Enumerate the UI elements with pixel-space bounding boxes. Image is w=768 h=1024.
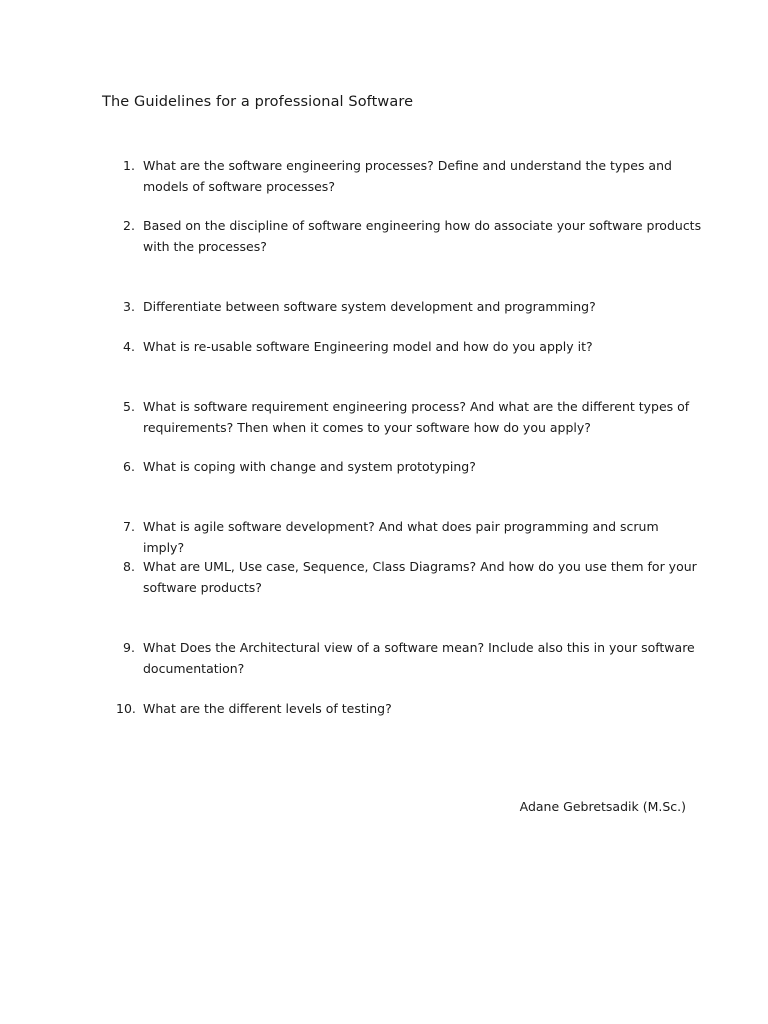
question-text: What are the different levels of testing? [143, 701, 392, 716]
question-text: What are the software engineering processes? Define and understand the types and models of software processes? [143, 158, 672, 194]
question-text: What is software requirement engineering process? And what are the different types of requirements? Then when it comes to your software how do you apply? [143, 399, 690, 435]
question-text: What are UML, Use case, Sequence, Class Diagrams? And how do you use them for your software products? [143, 559, 697, 595]
question-number: 1. [123, 158, 135, 173]
question-text: What Does the Architectural view of a software mean? Include also this in your software documentation? [143, 640, 695, 676]
question-text: What is agile software development? And what does pair programming and scrum imply? [143, 519, 659, 555]
question-number: 4. [123, 339, 135, 354]
author-signature: Adane Gebretsadik (M.Sc.) [519, 799, 686, 814]
question-number: 3. [123, 299, 135, 314]
question-number: 8. [123, 559, 135, 574]
document-title: The Guidelines for a professional Software [102, 94, 414, 110]
question-text: Differentiate between software system development and programming? [143, 299, 596, 314]
question-number: 5. [123, 399, 135, 414]
question-number: 6. [123, 459, 135, 474]
question-number: 2. [123, 218, 135, 233]
question-text: What is coping with change and system prototyping? [143, 459, 476, 474]
question-number: 7. [123, 519, 135, 534]
question-number: 10. [116, 701, 136, 716]
question-number: 9. [123, 640, 135, 655]
question-text: What is re-usable software Engineering model and how do you apply it? [143, 339, 593, 354]
question-text: Based on the discipline of software engineering how do associate your software products with the processes? [143, 218, 702, 254]
